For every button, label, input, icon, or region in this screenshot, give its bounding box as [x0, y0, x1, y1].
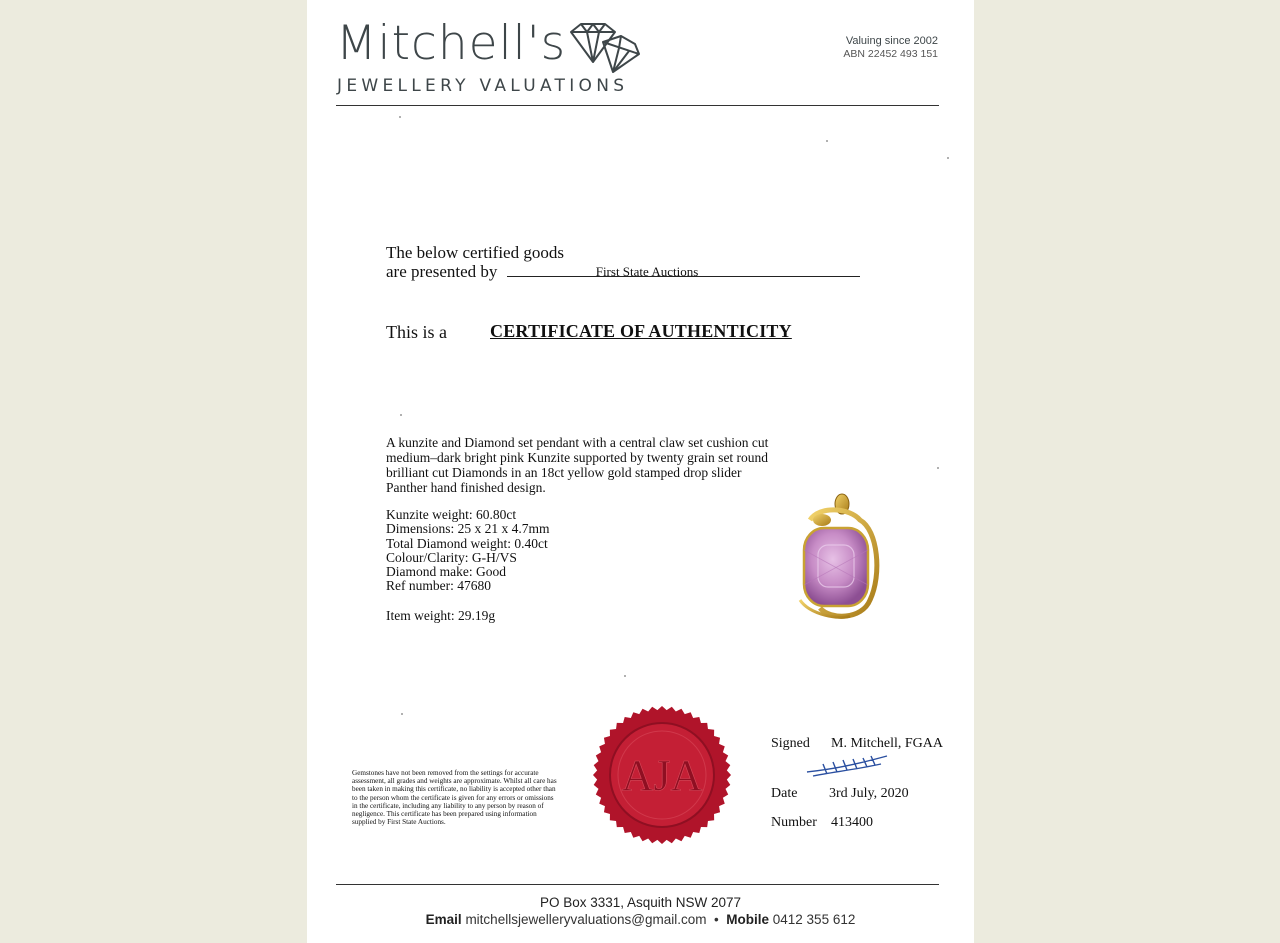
spec-colour-clarity: Colour/Clarity: G-H/VS	[386, 549, 517, 565]
header-info	[843, 35, 938, 60]
spec-ref-number: Ref number: 47680	[386, 578, 491, 594]
brand-name: Mitchell's	[336, 16, 567, 71]
item-description: A kunzite and Diamond set pendant with a central claw set cushion cut medium–dark bright pink Kunzite supported by twenty grain set round brilliant cut Diamonds in an 18ct yellow gold stamped drop slider Panther hand finished design.	[386, 435, 769, 495]
footer-address: PO Box 3331, Asquith NSW 2077	[539, 895, 742, 910]
number-label: Number	[771, 815, 817, 830]
presented-line-2: are presented by	[386, 262, 498, 281]
brand-subtitle: JEWELLERY VALUATIONS	[337, 76, 629, 96]
mobile-label: Mobile	[726, 912, 769, 927]
scan-speck	[937, 467, 939, 469]
pendant-photo	[790, 490, 885, 625]
spec-diamond-weight: Total Diamond weight: 0.40ct	[386, 535, 548, 551]
presented-line-1: The below certified goods	[386, 243, 564, 262]
footer-divider	[336, 884, 939, 885]
spec-diamond-make: Diamond make: Good	[386, 564, 506, 580]
presenter-name: First State Auctions	[595, 264, 699, 279]
disclaimer-text: Gemstones have not been removed from the settings for accurate assessment, all grades and weights are approximate. Whilst all care has been taken in making this certificate, no liability is accepted other than to the person whom the certificate is given for any errors or omissions in the certificate, including any liability to any person by reason of negligence. This certificate has been prepared using information supplied by First State Auctions.	[352, 769, 557, 827]
wax-seal	[592, 705, 732, 845]
date-value: 3rd July, 2020	[829, 786, 909, 801]
spec-dimensions: Dimensions: 25 x 21 x 4.7mm	[386, 521, 550, 537]
certificate-prefix: This is a	[386, 322, 447, 342]
certificate-title: CERTIFICATE OF AUTHENTICITY	[490, 321, 792, 341]
scan-speck	[624, 675, 626, 677]
signed-value: M. Mitchell, FGAA	[831, 736, 943, 751]
signature-scribble	[803, 750, 893, 780]
scan-speck	[401, 713, 403, 715]
scan-speck	[399, 116, 401, 118]
scan-speck	[400, 414, 402, 416]
item-specs	[386, 508, 550, 594]
spec-kunzite-weight: Kunzite weight: 60.80ct	[386, 507, 517, 522]
item-weight: Item weight: 29.19g	[386, 608, 496, 623]
signed-label: Signed	[771, 736, 810, 751]
footer-separator: •	[714, 912, 719, 927]
scan-speck	[947, 157, 949, 159]
date-label: Date	[771, 786, 798, 801]
diamond-icon	[569, 22, 641, 74]
certificate-page	[307, 0, 974, 943]
header-divider	[336, 105, 939, 106]
mobile-number[interactable]: 0412 355 612	[772, 912, 856, 927]
email-link[interactable]: mitchellsjewelleryvaluations@gmail.com	[465, 912, 707, 927]
number-value: 413400	[831, 815, 873, 830]
footer-contact	[307, 912, 974, 927]
seal-text: AJA	[621, 751, 703, 800]
email-label: Email	[425, 912, 462, 927]
scan-speck	[826, 140, 828, 142]
valuing-since: Valuing since 2002	[845, 35, 938, 47]
abn-number: ABN 22452 493 151	[843, 48, 938, 60]
